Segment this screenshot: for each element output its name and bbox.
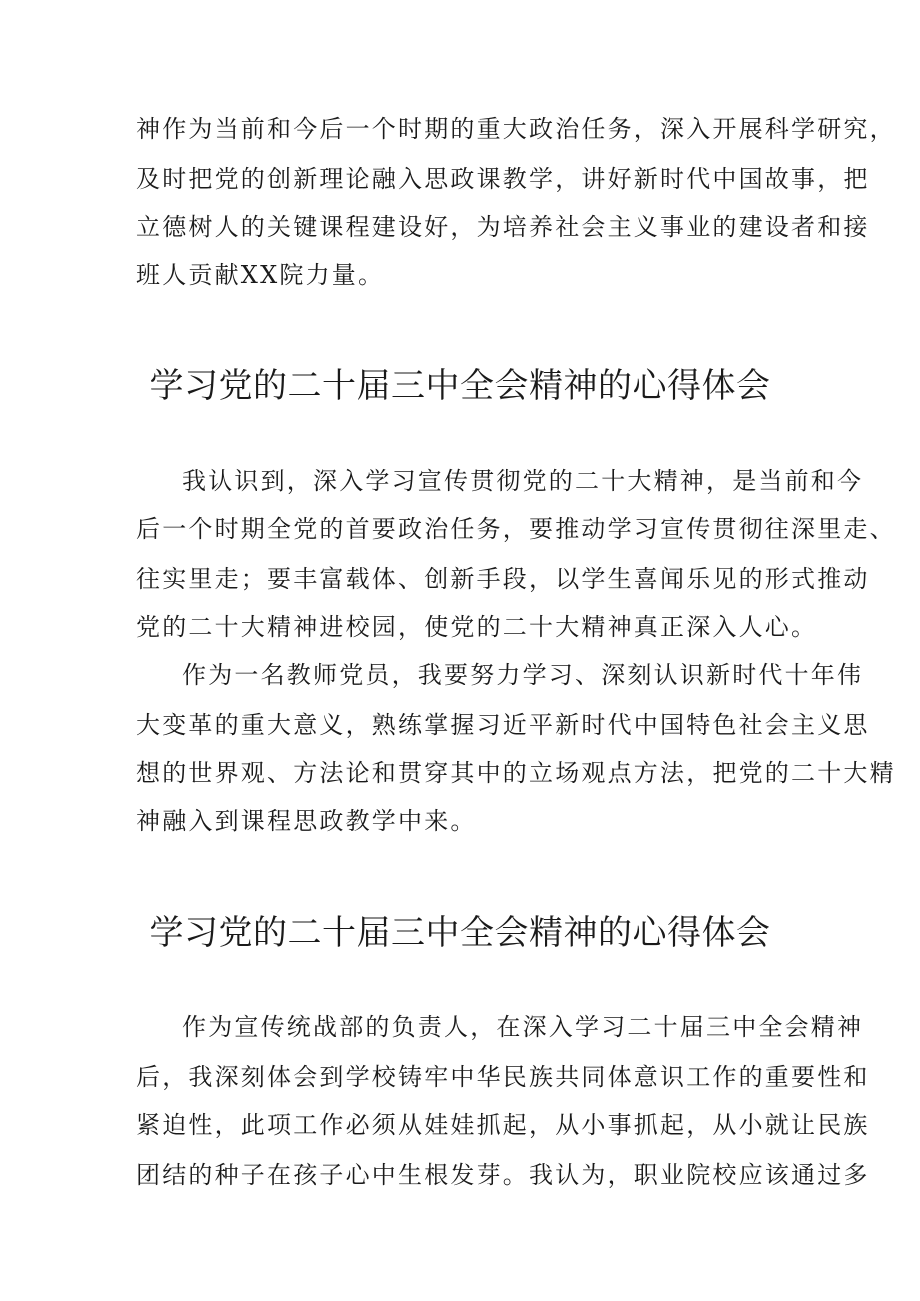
paragraph-line: 我认识到，深入学习宣传贯彻党的二十大精神，是当前和今 xyxy=(182,467,864,495)
paragraph-line: 神融入到课程思政教学中来。 xyxy=(136,807,477,835)
paragraph-line: 团结的种子在孩子心中生根发芽。我认为，职业院校应该通过多 xyxy=(136,1161,870,1189)
paragraph-line: 紧迫性，此项工作必须从娃娃抓起，从小事抓起，从小就让民族 xyxy=(136,1111,870,1139)
paragraph-line: 班人贡献XX院力量。 xyxy=(136,261,385,289)
paragraph-line: 后，我深刻体会到学校铸牢中华民族共同体意识工作的重要性和 xyxy=(136,1063,870,1091)
section-heading: 学习党的二十届三中全会精神的心得体会 xyxy=(149,913,771,953)
section-heading: 学习党的二十届三中全会精神的心得体会 xyxy=(149,366,771,406)
paragraph-line: 想的世界观、方法论和贯穿其中的立场观点方法，把党的二十大精 xyxy=(136,759,896,787)
paragraph-line: 大变革的重大意义，熟练掌握习近平新时代中国特色社会主义思 xyxy=(136,711,870,739)
paragraph-line: 及时把党的创新理论融入思政课教学，讲好新时代中国故事，把 xyxy=(136,165,870,193)
paragraph-line: 神作为当前和今后一个时期的重大政治任务，深入开展科学研究， xyxy=(136,115,896,143)
paragraph-line: 作为宣传统战部的负责人，在深入学习二十届三中全会精神 xyxy=(182,1013,864,1041)
paragraph-line: 立德树人的关键课程建设好，为培养社会主义事业的建设者和接 xyxy=(136,213,870,241)
paragraph-line: 党的二十大精神进校园，使党的二十大精神真正深入人心。 xyxy=(136,613,818,641)
paragraph-line: 后一个时期全党的首要政治任务，要推动学习宣传贯彻往深里走、 xyxy=(136,515,896,543)
paragraph-line: 作为一名教师党员，我要努力学习、深刻认识新时代十年伟 xyxy=(182,661,864,689)
paragraph-line: 往实里走；要丰富载体、创新手段，以学生喜闻乐见的形式推动 xyxy=(136,565,870,593)
